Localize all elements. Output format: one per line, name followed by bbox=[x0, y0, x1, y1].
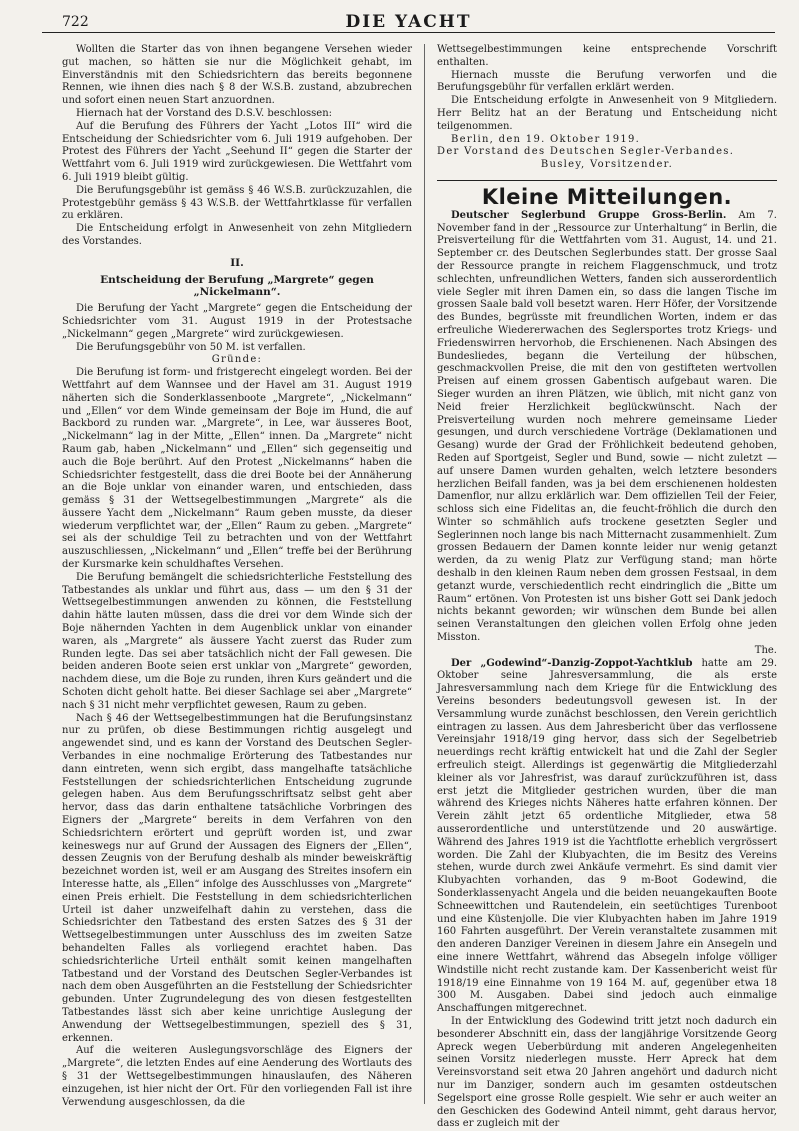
paragraph: Hiernach musste die Berufung verworfen und die Berufungsgebühr für verfallen erklärt werden. bbox=[437, 69, 777, 94]
right-column bbox=[437, 44, 778, 1130]
news-item bbox=[437, 658, 777, 1016]
section-number: II. bbox=[230, 256, 244, 269]
news-signature: The. bbox=[754, 644, 777, 656]
left-column bbox=[62, 44, 412, 1108]
paragraph: Die Berufungsgebühr ist gemäss § 46 W.S.B. zurückzuzahlen, die Protestgebühr gemäss § 43 W.S.B. der Wettfahrtklasse für verfallen zu erklären. bbox=[62, 184, 412, 222]
paragraph: Wollten die Starter das von ihnen begangene Versehen wieder gut machen, so hätten sie nur die Möglichkeit gehabt, im Einverständnis mit den Schiedsrichtern das bereits begonnene Rennen, wie ihnen dies nach § 8 der W.S.B. zustand, abzubrechen und sofort einen neuen Start anzuordnen. bbox=[62, 44, 412, 107]
journal-title: DIE YACHT bbox=[345, 12, 472, 32]
page-header bbox=[42, 8, 775, 33]
section-heading: Entscheidung der Berufung „Margrete“ gegen „Nickelmann“. bbox=[100, 273, 374, 299]
news-body: hatte am 29. Oktober seine Jahresversammlung, die als erste Jahresversammlung nach dem Kriege für die Entwicklung des Vereins besonders bedeutungsvoll gewesen ist. In der Versammlung wurde zunächst beschlossen, den Verein gerichtlich eintragen zu lassen. Aus dem Jahresbericht über das verflossene Vereinsjahr 1918/19 ging hervor, dass sich der Segelbetrieb neuerdings recht kräftig entwickelt hat und die Zahl der Segler erfreulich steigt. Allerdings ist gegenwärtig die Mitgliederzahl kleiner als vor Jahresfrist, was darauf zurückzuführen ist, dass erst jetzt die Mitglieder gestrichen wurden, über die man während des Krieges nichts Näheres hatte erfahren können. Der Verein zählt jetzt 65 ordentliche Mitglieder, etwa 58 ausserordentliche und unterstützende und 20 auswärtige. Während des Jahres 1919 ist die Yachtflotte erheblich vergrössert worden. Die Zahl der Klubyachten, die im Besitz des Vereins stehen, wurde durch zwei Ankäufe vermehrt. Es sind damit vier Klubyachten vorhanden, das 9 m-Boot Godewind, die Sonderklassenyacht Angela und die beiden neuangekauften Boote Schneewittchen und Rautendelein, ein seetüchtiges Turenboot und eine Küstenjolle. Die vier Klubyachten haben im Jahre 1919 160 Fahrten ausgeführt. Der Verein veranstaltete zusammen mit den anderen Danziger Vereinen in diesem Jahre ein Ansegeln und eine innere Wettfahrt, während das Absegeln infolge völliger Windstille nicht recht zustande kam. Der Kassenbericht weist für 1918/19 eine Einnahme von 19 164 M. auf, gegenüber etwa 18 300 M. Ausgaben. Dabei sind jedoch auch einmalige Anschaffungen mitgerechnet. bbox=[437, 657, 778, 1015]
paragraph: Die Berufungsgebühr von 50 M. ist verfallen. bbox=[76, 341, 306, 353]
signature-line: Der Vorstand des Deutschen Segler-Verbandes. bbox=[437, 146, 735, 158]
paragraph: Die Berufung der Yacht „Margrete“ gegen die Entscheidung der Schiedsrichter vom 31. August 1919 in der Protestsache „Nickelmann“ gegen „Margrete“ wird zurückgewiesen. bbox=[62, 303, 412, 340]
paragraph: Die Berufung bemängelt die schiedsrichterliche Feststellung des Tatbestandes als unklar und führt aus, dass — um den § 31 der Wettsegelbestimmungen anwenden zu können, die Feststellung dahin hätte lauten müssen, dass die drei vor dem Winde sich der Boje nähernden Yachten in dem Augenblick unklar von einander waren, als „Margrete“ als äussere Yacht zuerst das Ruder zum Runden legte. Das sei aber tatsächlich nicht der Fall gewesen. Die beiden anderen Boote seien erst unklar von „Margrete“ geworden, nachdem diese, um die Boje zu runden, ihren Kurs geändert und die Schoten dicht geholt hatte. Bei dieser Sachlage sei aber „Margrete“ nach § 31 nicht mehr verpflichtet gewesen, Raum zu geben. bbox=[62, 571, 412, 711]
horizontal-rule bbox=[437, 180, 777, 181]
paragraph: Die Entscheidung erfolgt in Anwesenheit von zehn Mitgliedern des Vorstandes. bbox=[62, 223, 412, 247]
news-heading: Der „Godewind“-Danzig-Zoppot-Yachtklub bbox=[451, 657, 693, 669]
subheading-gruende: Gründe: bbox=[211, 354, 263, 366]
signature-name: Busley, Vorsitzender. bbox=[540, 159, 674, 171]
paragraph: Die Entscheidung erfolgte in Anwesenheit von 9 Mitgliedern. Herr Belitz hat an der Beratung und Entscheidung nicht teilgenommen. bbox=[437, 95, 777, 132]
paragraph: Die Berufung ist form- und fristgerecht eingelegt worden. Bei der Wettfahrt auf dem Wannsee und der Havel am 31. August 1919 näherten sich die Sonderklassenboote „Margrete“, „Nickelmann“ und „Ellen“ vor dem Winde gemeinsam der Boje im Hund, die auf Backbord zu runden war. „Margrete“, in Lee, war äusseres Boot, „Nickelmann“ lag in der Mitte, „Ellen“ innen. Da „Margrete“ nicht Raum gab, haben „Nickelmann“ und „Ellen“ sich gegenseitig und auch die Boje berührt. Auf den Protest „Nickelmanns“ haben die Schiedsrichter festgestellt, dass die drei Boote bei der Annäherung an die Boje unklar von einander waren, und entschieden, dass gemäss § 31 der Wettsegelbestimmungen „Margrete“ als die äussere Yacht dem „Nickelmann“ Raum geben musste, da dieser wiederum verpflichtet war, der „Ellen“ Raum zu geben. „Margrete“ sei als der schuldige Teil zu betrachten und von der Wettfahrt auszuschliessen, „Nickelmann“ und „Ellen“ treffe bei der Berührung der Kursmarke kein schuldhaftes Versehen. bbox=[62, 367, 412, 571]
news-body: Am 7. November fand in der „Ressource zur Unterhaltung“ in Berlin, die Preisverteilung für die Wettfahrten vom 31. August, 14. und 21. September cr. des Deutschen Seglerbundes statt. Der grosse Saal der Ressource prangte in reichem Flaggenschmuck, und trotz schlechten, unfreundlichen Wetters, fanden sich ausserordentlich viele Segler mit ihren Damen ein, so dass die langen Tische im grossen Saale bald voll besetzt waren. Herr Höfer, der Vorsitzende des Bundes, begrüsste mit freundlichen Worten, indem er das erfreuliche Wiedererwachen des Seglersportes trotz Kriegs- und Friedenswirren hervorhob, die Erschienenen. Nach Absingen des Bundesliedes, begann die Verteilung der hübschen, geschmackvollen Preise, die mit den von gestifteten wertvollen Preisen auf einem grossen Gabentisch aufgebaut waren. Die Sieger wurden an ihren Plätzen, wie üblich, mit nicht ganz von Neid freier Herzlichkeit beglückwünscht. Nach der Preisverteilung wurden noch mehrere gemeinsame Lieder gesungen, und durch verschiedene Vorträge (Deklamationen und Gesang) wurde der Grad der Fröhlichkeit bedeutend gehoben, Reden auf Sportgeist, Segler und Bund, sowie — nicht zuletzt — auf unsere Damen wurden gehalten, welch letztere besonders herzlichen Beifall fanden, was ja bei dem erschienenen holdesten Damenflor, nur allzu erklärlich war. Dem offiziellen Teil der Feier, schloss sich eine Fidelitas an, die feucht-fröhlich die durch den Winter so schmählich aufs trockene gesetzten Segler und Seglerinnen noch lange bis nach Mitternacht zusammenhielt. Zum grossen Bedauern der Damen konnte leider nur wenig getanzt werden, da zu wenig Platz zur Verfügung stand; man hörte deshalb in den kleinen Raum neben dem grossen Festsaal, in dem getanzt wurde, verschiedentlich recht eindringlich die „Bitte um Raum“ ertönen. Von Protesten ist uns bisher Gott sei Dank jedoch nichts bekannt geworden; wir wünschen dem Bunde bei allen seinen Veranstaltungen den gleichen vollen Erfolg ohne jeden Misston. bbox=[437, 209, 777, 644]
column-divider bbox=[424, 44, 425, 1104]
paragraph: Hiernach hat der Vorstand des D.S.V. beschlossen: bbox=[76, 107, 333, 119]
news-item bbox=[437, 210, 777, 645]
paragraph: Wettsegelbestimmungen keine entsprechende Vorschrift enthalten. bbox=[437, 44, 777, 68]
paragraph: Auf die Berufung des Führers der Yacht „Lotos III“ wird die Entscheidung der Schiedsrichter vom 6. Juli 1919 aufgehoben. Der Protest des Führers der Yacht „Seehund II“ gegen die Starter der Wettfahrt vom 6. Juli 1919 wird zurückgewiesen. Die Wettfahrt vom 6. Juli 1919 bleibt gültig. bbox=[62, 120, 412, 183]
paragraph: In der Entwicklung des Godewind tritt jetzt noch dadurch ein besonderer Abschnitt ein, dass der langjährige Vorsitzende Georg Apreck wegen Ueberbürdung mit anderen Angelegenheiten seinen Vorsitz niederlegen musste. Herr Apreck hat dem Vereinsvorstand seit etwa 20 Jahren angehört und dadurch nicht nur im Danziger, sondern auch im gesamten ostdeutschen Segelsport eine grosse Rolle gespielt. Wie sehr er auch weiter an den Geschicken des Godewind Anteil nimmt, geht daraus hervor, dass er zugleich mit der bbox=[437, 1015, 777, 1130]
paragraph: Auf die weiteren Auslegungsvorschläge des Eigners der „Margrete“, die letzten Endes auf eine Aenderung des Wortlauts des § 31 der Wettsegelbestimmungen hinauslaufen, des Näheren einzugehen, ist hier nicht der Ort. Für den vorliegenden Fall ist ihre Verwendung ausgeschlossen, da die bbox=[62, 1045, 412, 1108]
paragraph: Nach § 46 der Wettsegelbestimmungen hat die Berufungsinstanz nur zu prüfen, ob diese Bestimmungen richtig ausgelegt und angewendet sind, und es kann der Vorstand des Deutschen Segler-Verbandes in eine nochmalige Erörterung des Tatbestandes nur dann eintreten, wenn sich ergibt, dass mangelhafte tatsächliche Feststellungen der schiedsrichterlichen Entscheidung zugrunde gelegen haben. Aus dem Berufungsschriftsatz selbst geht aber hervor, dass das darin enthaltene tatsächliche Vorbringen des Eigners der „Margrete“ bereits in dem Verfahren von den Schiedsrichtern erörtert und geprüft worden ist, und zwar keineswegs nur auf Grund der Aussagen des Eigners der „Ellen“, dessen Zeugnis von der Berufung deshalb als minder beweiskräftig bezeichnet worden ist, weil er am Ausgang des Streites insofern ein Interesse hatte, als „Ellen“ infolge des Ausschlusses von „Margrete“ einen Preis erhielt. Die Feststellung in dem schiedsrichterlichen Urteil ist daher unzweifelhaft dahin zu verstehen, dass die Schiedsrichter den Tatbestand des ersten Satzes des § 31 der Wettsegelbestimmungen unter Ausschluss des im zweiten Satze behandelten Falles als vorliegend erachtet haben. Das schiedsrichterliche Urteil enthält somit keinen mangelhaften Tatbestand und der Vorstand des Deutschen Segler-Verbandes ist nach dem oben Ausgeführten an die Feststellung der Schiedsrichter gebunden. Unter Zugrundelegung des von diesen festgestellten Tatbestandes lässt sich aber keine unrichtige Auslegung der Anwendung der Wettsegelbestimmungen, speziell des § 31, erkennen. bbox=[62, 712, 412, 1044]
section-title: Kleine Mitteilungen. bbox=[481, 184, 733, 209]
news-heading: Deutscher Seglerbund Gruppe Gross-Berlin. bbox=[451, 209, 727, 221]
page-number: 722 bbox=[62, 14, 89, 30]
date-line: Berlin, den 19. Oktober 1919. bbox=[451, 133, 641, 145]
